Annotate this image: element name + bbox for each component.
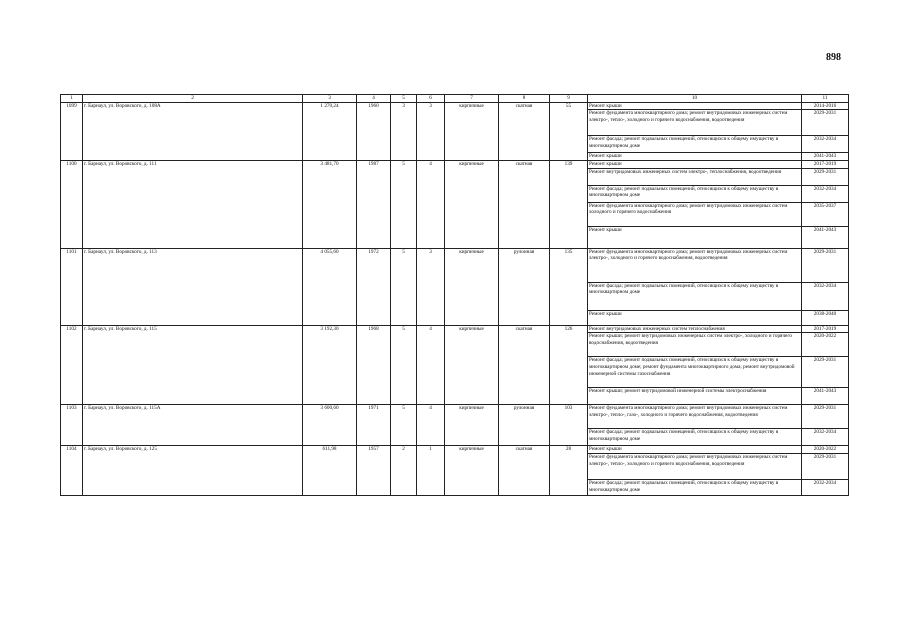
col-header: 8 [499, 95, 550, 103]
house-wall-material: кирпичные [445, 248, 499, 325]
house-roof-type: скатная [499, 161, 550, 249]
house-area: 611,98 [303, 446, 357, 496]
house-floors: 5 [391, 248, 417, 325]
house-area: 3 192,30 [303, 325, 357, 405]
house-address: г. Барнаул, ул. Воровского, д. 111 [83, 161, 303, 249]
col-header: 2 [83, 95, 303, 103]
repair-period: 2029-2031 [802, 248, 849, 282]
col-header: 4 [357, 95, 391, 103]
house-entrances: 3 [417, 102, 445, 161]
table-row [61, 446, 849, 454]
repair-work-type: Ремонт крыши [588, 446, 802, 454]
house-residents: 139 [550, 161, 588, 249]
repair-period: 2041-2043 [802, 153, 849, 161]
repair-work-type: Ремонт фасада; ремонт подвальных помещений, относящихся к общему имуществу в многоквартирном доме [588, 282, 802, 310]
repair-work-type: Ремонт крыши [588, 226, 802, 248]
table-row [61, 248, 849, 282]
house-floors: 3 [391, 102, 417, 161]
repair-work-type: Ремонт крыши [588, 102, 802, 110]
repair-work-type: Ремонт внутридомовых инженерных систем электро-, теплоснабжения, водоотведения [588, 168, 802, 185]
repair-period: 2032-2034 [802, 282, 849, 310]
house-roof-type: скатная [499, 102, 550, 161]
repair-period: 2032-2034 [802, 479, 849, 495]
table-row [61, 102, 849, 110]
repair-work-type: Ремонт крыши; ремонт внутридомовой инженерной системы электроснабжения [588, 388, 802, 405]
col-header: 3 [303, 95, 357, 103]
house-floors: 5 [391, 405, 417, 446]
repair-period: 2035-2037 [802, 202, 849, 226]
repair-work-type: Ремонт фасада; ремонт подвальных помещений, относящихся к общему имуществу в многоквартирном доме [588, 479, 802, 495]
house-entrances: 4 [417, 325, 445, 405]
header-row [61, 95, 849, 103]
repair-period: 2032-2034 [802, 429, 849, 446]
house-year: 1957 [357, 446, 391, 496]
house-residents: 55 [550, 102, 588, 161]
col-header: 11 [802, 95, 849, 103]
repair-work-type: Ремонт фасада; ремонт подвальных помещений, относящихся к общему имуществу в многоквартирном доме [588, 429, 802, 446]
col-header: 9 [550, 95, 588, 103]
house-area: 4 055,60 [303, 248, 357, 325]
repair-period: 2029-2031 [802, 453, 849, 479]
house-address: г. Барнаул, ул. Воровского, д. 125 [83, 446, 303, 496]
repair-work-type: Ремонт фасада; ремонт подвальных помещений, относящихся к общему имуществу в многоквартирном доме [588, 136, 802, 153]
repair-work-type: Ремонт крыши [588, 153, 802, 161]
house-address: г. Барнаул, ул. Воровского, д. 115 [83, 325, 303, 405]
house-number: 1101 [61, 248, 83, 325]
table-row [61, 405, 849, 429]
house-address: г. Барнаул, ул. Воровского, д. 108А [83, 102, 303, 161]
house-number: 1104 [61, 446, 83, 496]
house-area: 1 270,24 [303, 102, 357, 161]
house-year: 1971 [357, 405, 391, 446]
table-row [61, 161, 849, 169]
house-roof-type: скатная [499, 325, 550, 405]
repair-work-type: Ремонт крыши [588, 161, 802, 169]
repair-period: 2029-2031 [802, 168, 849, 185]
repair-work-type: Ремонт фундамента многоквартирного дома; ремонт внутридомовых инженерных систем холодного и горячего водоснабжения [588, 202, 802, 226]
repair-period: 2020-2022 [802, 446, 849, 454]
house-wall-material: кирпичные [445, 102, 499, 161]
repair-work-type: Ремонт фасада; ремонт подвальных помещений, относящихся к общему имуществу в многоквартирном доме; ремонт фундамента многоквартирного дома; ремонт внутридомовой инженерной системы газоснабжения [588, 357, 802, 388]
repair-work-type: Ремонт крыши; ремонт внутридомовых инженерных систем электро-, холодного и горячего водоснабжения, водоотведения [588, 333, 802, 357]
house-residents: 103 [550, 405, 588, 446]
house-year: 1987 [357, 161, 391, 249]
house-number: 1102 [61, 325, 83, 405]
house-floors: 5 [391, 325, 417, 405]
house-floors: 2 [391, 446, 417, 496]
col-header: 10 [588, 95, 802, 103]
house-roof-type: рулонная [499, 248, 550, 325]
repair-period: 2014-2016 [802, 102, 849, 110]
house-wall-material: кирпичные [445, 161, 499, 249]
repair-period: 2032-2034 [802, 185, 849, 202]
house-wall-material: кирпичные [445, 325, 499, 405]
repair-period: 2020-2022 [802, 333, 849, 357]
house-roof-type: рулонная [499, 405, 550, 446]
repair-period: 2041-2043 [802, 226, 849, 248]
repair-period: 2029-2031 [802, 405, 849, 429]
repair-work-type: Ремонт крыши [588, 310, 802, 325]
house-residents: 135 [550, 248, 588, 325]
house-area: 3 600,60 [303, 405, 357, 446]
repair-work-type: Ремонт внутридомовых инженерных систем теплоснабжения [588, 325, 802, 333]
repair-work-type: Ремонт фундамента многоквартирного дома; ремонт внутридомовых инженерных систем электро-, холодного и горячего водоснабжения, водоотведения [588, 248, 802, 282]
repair-work-type: Ремонт фундамента многоквартирного дома; ремонт внутридомовых инженерных систем электро-, тепло-, холодного и горячего водоснабжения, водоотведения [588, 453, 802, 479]
col-header: 1 [61, 95, 83, 103]
repair-work-type: Ремонт фундамента многоквартирного дома; ремонт внутридомовых инженерных систем электро-, тепло-, холодного и горячего водоснабжения, водоотведения [588, 110, 802, 136]
repair-period: 2029-2031 [802, 110, 849, 136]
repair-period: 2029-2031 [802, 357, 849, 388]
house-residents: 126 [550, 325, 588, 405]
house-address: г. Барнаул, ул. Воровского, д. 115А [83, 405, 303, 446]
repair-work-type: Ремонт фундамента многоквартирного дома; ремонт внутридомовых инженерных систем электро-, тепло-, газо-, холодного и горячего водоснабжения, водоотведения [588, 405, 802, 429]
repair-work-type: Ремонт фасада; ремонт подвальных помещений, относящихся к общему имуществу в многоквартирном доме [588, 185, 802, 202]
repair-period: 2032-2034 [802, 136, 849, 153]
house-area: 3 481,70 [303, 161, 357, 249]
page-number: 898 [826, 52, 841, 63]
repair-period: 2038-2040 [802, 310, 849, 325]
house-number: 1100 [61, 161, 83, 249]
house-roof-type: скатная [499, 446, 550, 496]
house-year: 1968 [357, 325, 391, 405]
house-entrances: 4 [417, 405, 445, 446]
house-year: 1960 [357, 102, 391, 161]
repair-period: 2017-2019 [802, 325, 849, 333]
house-wall-material: кирпичные [445, 446, 499, 496]
col-header: 5 [391, 95, 417, 103]
table-row [61, 325, 849, 333]
house-year: 1972 [357, 248, 391, 325]
col-header: 7 [445, 95, 499, 103]
table-body [61, 102, 849, 495]
col-header: 6 [417, 95, 445, 103]
house-entrances: 4 [417, 161, 445, 249]
capital-repair-table [60, 94, 849, 496]
house-number: 1099 [61, 102, 83, 161]
house-residents: 28 [550, 446, 588, 496]
house-wall-material: кирпичные [445, 405, 499, 446]
house-entrances: 1 [417, 446, 445, 496]
house-number: 1103 [61, 405, 83, 446]
repair-period: 2041-2043 [802, 388, 849, 405]
repair-period: 2017-2019 [802, 161, 849, 169]
house-floors: 5 [391, 161, 417, 249]
house-address: г. Барнаул, ул. Воровского, д. 113 [83, 248, 303, 325]
house-entrances: 3 [417, 248, 445, 325]
